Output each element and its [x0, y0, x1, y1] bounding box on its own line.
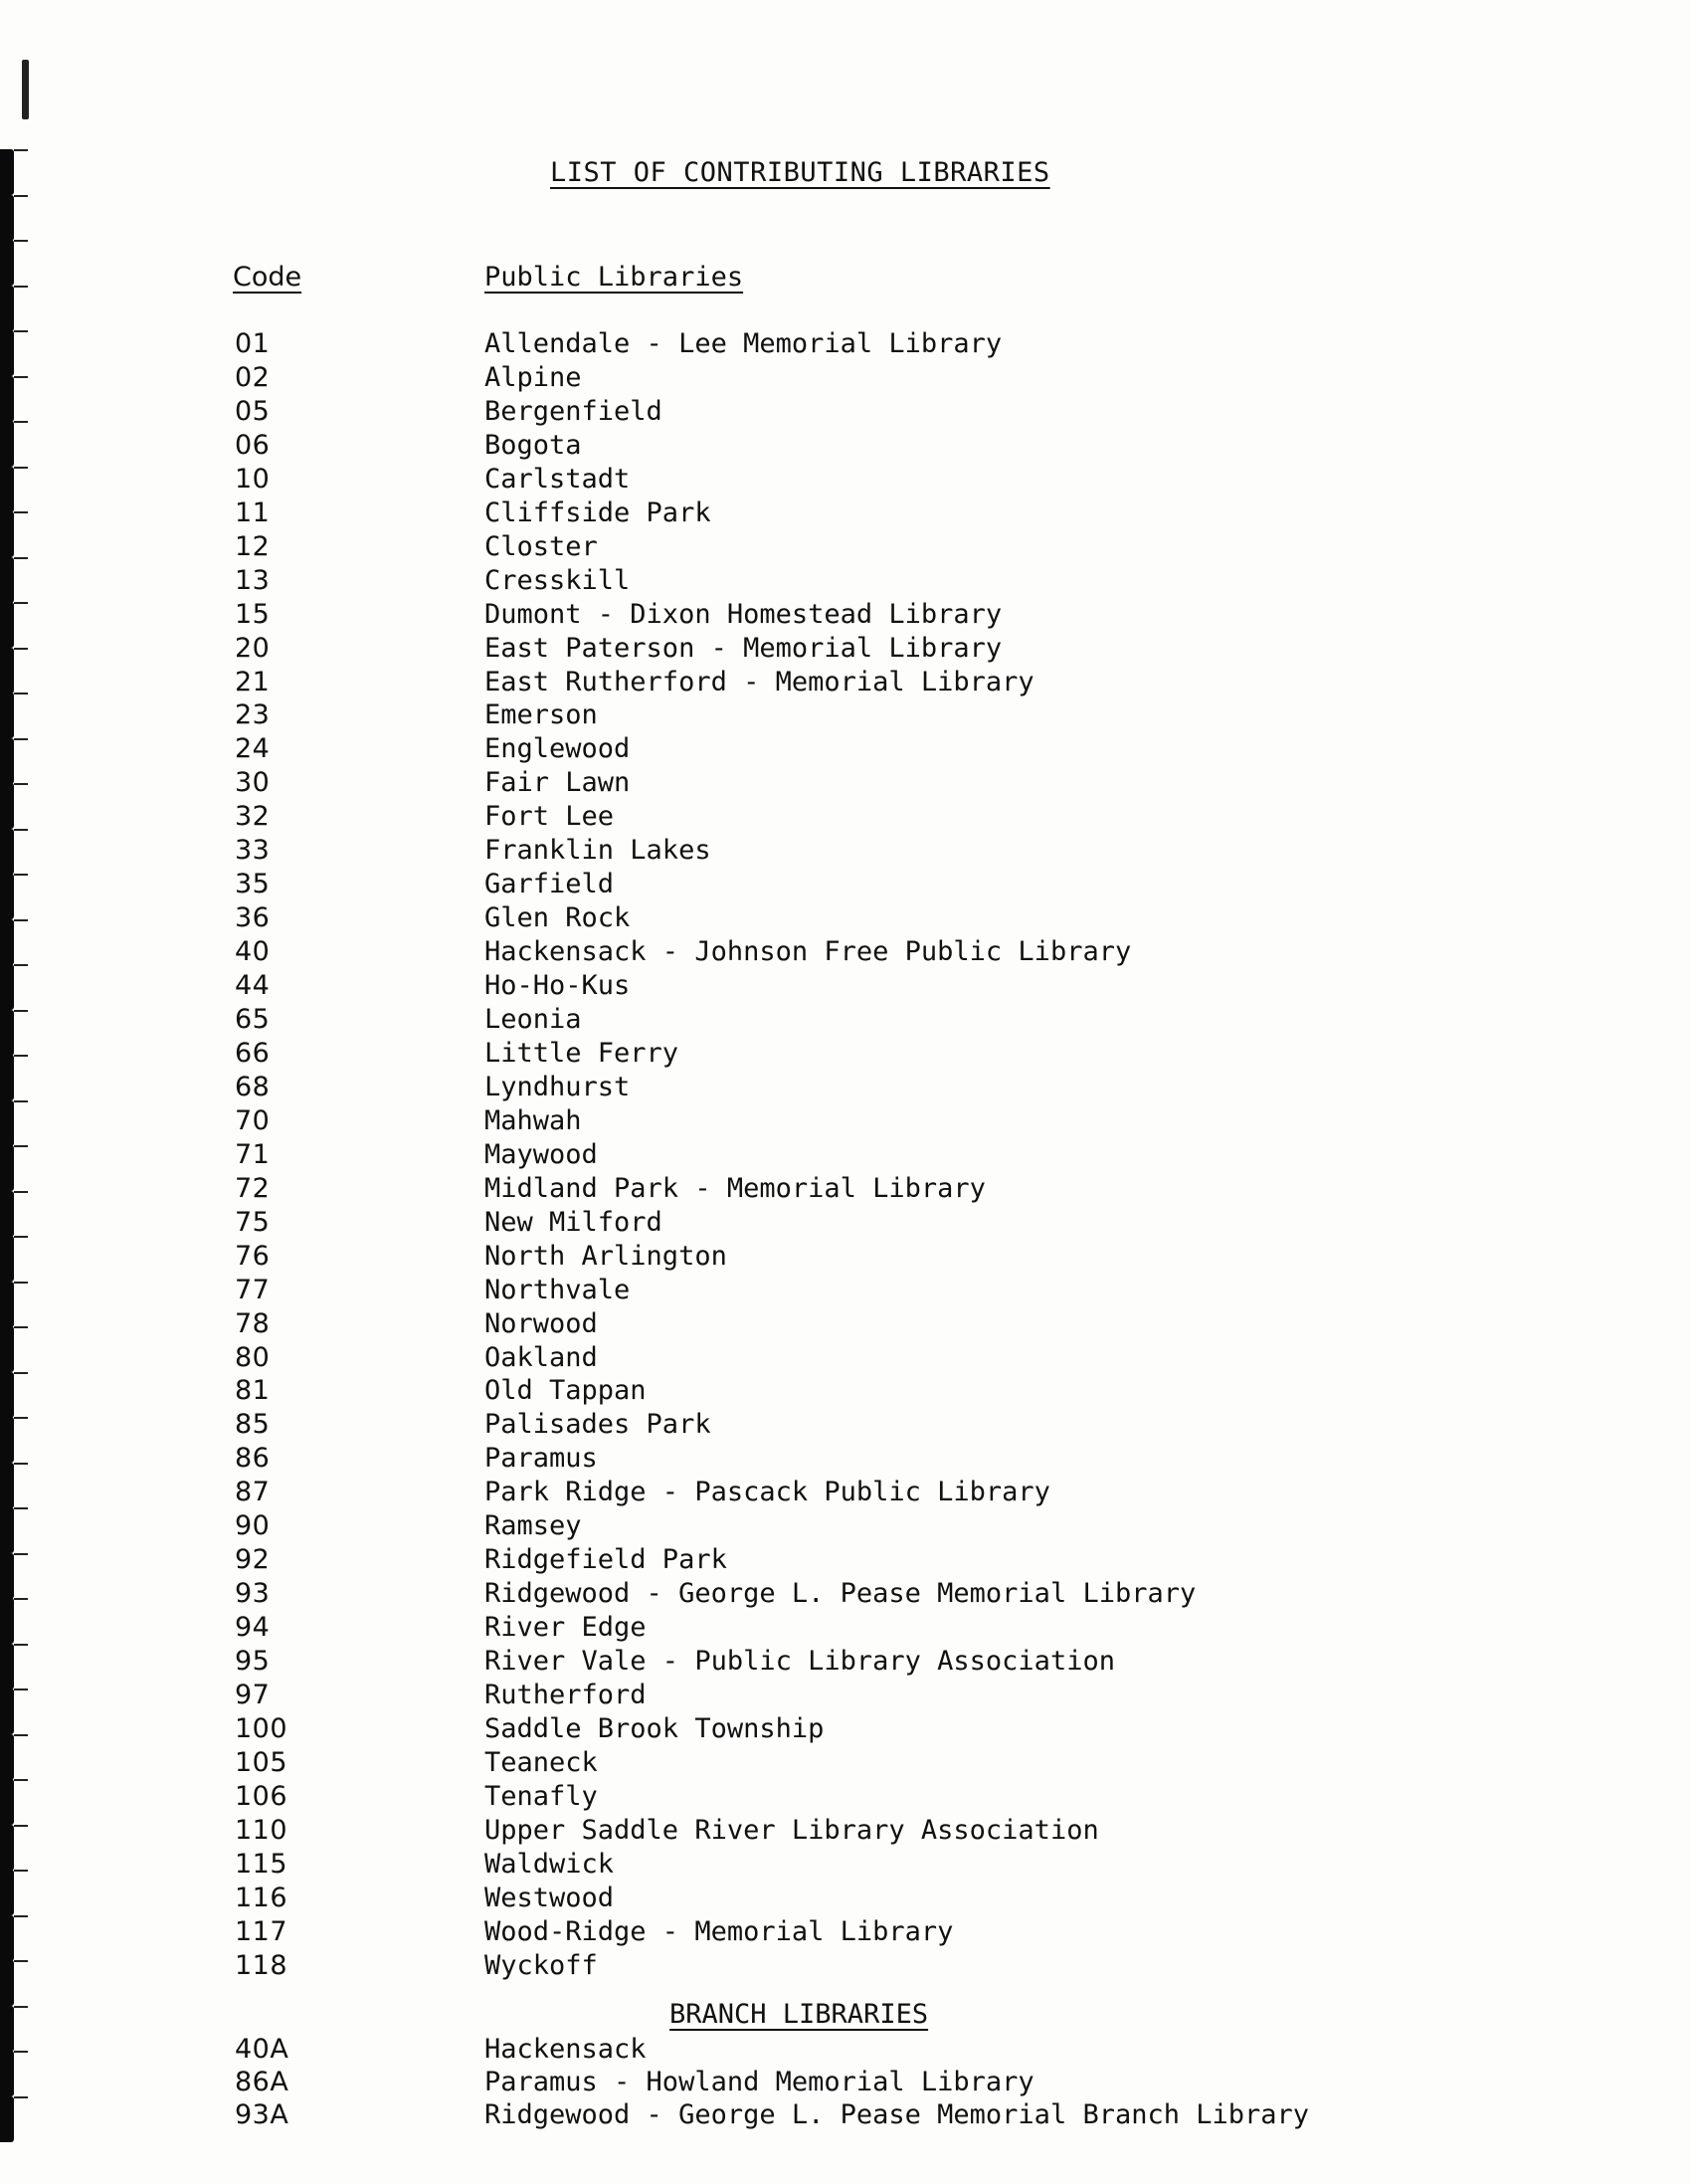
library-code: 33 — [235, 835, 271, 867]
library-code: 92 — [235, 1544, 271, 1576]
library-name: Northvale — [484, 1274, 631, 1305]
binding-hole — [0, 1417, 14, 1463]
library-name: Park Ridge - Pascack Public Library — [484, 1477, 1050, 1508]
library-code: 30 — [235, 767, 271, 799]
library-name: Ho-Ho-Kus — [484, 970, 631, 1002]
binding-hole — [0, 648, 14, 694]
library-code: 94 — [235, 1612, 271, 1644]
library-code: 110 — [235, 1814, 288, 1846]
library-code: 100 — [235, 1712, 288, 1744]
binding-hole — [0, 1191, 14, 1237]
binding-hole — [0, 1010, 14, 1056]
binding-hole — [0, 1100, 14, 1146]
library-name: Allendale - Lee Memorial Library — [484, 328, 1003, 359]
library-code: 13 — [235, 564, 271, 596]
library-name: Englewood — [484, 733, 631, 765]
binding-hole — [0, 1282, 14, 1327]
library-name: Fort Lee — [484, 801, 615, 833]
library-name: Oakland — [484, 1341, 598, 1373]
binding-hole — [0, 964, 14, 1010]
library-code: 65 — [235, 1004, 271, 1035]
library-code: 95 — [235, 1646, 271, 1678]
library-code: 76 — [235, 1240, 271, 1272]
binding-hole — [0, 1688, 14, 1734]
library-code: 93A — [235, 2099, 289, 2130]
library-code: 36 — [235, 902, 271, 934]
library-name: Cresskill — [484, 564, 631, 596]
binding-hole — [0, 1960, 14, 2006]
binding-hole — [0, 149, 14, 195]
binding-hole — [0, 1507, 14, 1553]
binding-hole — [0, 919, 14, 965]
library-code: 85 — [235, 1409, 271, 1441]
library-name: East Paterson - Memorial Library — [484, 632, 1003, 664]
binding-hole — [0, 602, 14, 648]
library-code: 116 — [235, 1882, 288, 1913]
library-code: 05 — [235, 395, 271, 427]
library-name: Ridgefield Park — [484, 1544, 727, 1576]
binding-hole — [0, 557, 14, 603]
binding-hole — [0, 467, 14, 512]
binding-hole — [0, 1870, 14, 1915]
library-code: 40A — [235, 2034, 289, 2065]
library-code: 12 — [235, 530, 271, 562]
library-code: 15 — [235, 598, 271, 630]
binding-hole — [0, 1734, 14, 1780]
public-libraries-header: Public Libraries — [484, 262, 744, 293]
library-name: Waldwick — [484, 1848, 615, 1880]
library-code: 68 — [235, 1071, 271, 1102]
binding-hole — [0, 1055, 14, 1100]
library-code: 75 — [235, 1206, 271, 1238]
library-code: 66 — [235, 1037, 271, 1069]
library-code: 35 — [235, 869, 271, 900]
library-code: 93 — [235, 1578, 271, 1610]
library-name: Franklin Lakes — [484, 835, 711, 867]
library-code: 20 — [235, 632, 271, 664]
library-code: 32 — [235, 801, 271, 833]
binding-hole — [0, 783, 14, 829]
library-name: Old Tappan — [484, 1375, 647, 1407]
library-code: 117 — [235, 1915, 288, 1947]
binding-hole — [0, 376, 14, 422]
binding-hole — [0, 511, 14, 557]
library-name: Little Ferry — [484, 1037, 679, 1069]
library-code: 72 — [235, 1172, 271, 1204]
library-name: Garfield — [484, 869, 615, 900]
library-code: 23 — [235, 699, 271, 731]
library-code: 97 — [235, 1680, 271, 1710]
library-name: Mahwah — [484, 1104, 582, 1136]
library-code: 01 — [235, 328, 271, 359]
library-name: Emerson — [484, 699, 598, 731]
library-name: Rutherford — [484, 1680, 647, 1710]
binding-hole — [0, 738, 14, 784]
library-name: North Arlington — [484, 1240, 727, 1272]
library-name: Closter — [484, 530, 598, 562]
library-code: 10 — [235, 463, 271, 495]
library-name: River Vale - Public Library Association — [484, 1646, 1115, 1678]
library-name: Wyckoff — [484, 1949, 598, 1981]
library-code: 78 — [235, 1307, 271, 1339]
library-name: Lyndhurst — [484, 1071, 631, 1102]
binding-hole — [0, 829, 14, 875]
library-name: Leonia — [484, 1004, 582, 1035]
library-name: Ramsey — [484, 1510, 582, 1542]
library-name: Palisades Park — [484, 1409, 711, 1441]
library-code: 21 — [235, 666, 271, 697]
library-name: Saddle Brook Township — [484, 1712, 825, 1744]
library-name: Ridgewood - George L. Pease Memorial Branch Library — [484, 2099, 1310, 2130]
library-code: 90 — [235, 1510, 271, 1542]
binding-hole — [0, 421, 14, 467]
library-name: Wood-Ridge - Memorial Library — [484, 1915, 954, 1947]
binding-hole — [0, 1326, 14, 1372]
library-code: 106 — [235, 1780, 288, 1812]
binding-hole — [0, 240, 14, 286]
binding-hole — [0, 195, 14, 241]
library-name: Dumont - Dixon Homestead Library — [484, 598, 1003, 630]
binding-hole — [0, 286, 14, 331]
library-code: 11 — [235, 496, 271, 528]
binding-hole — [0, 1553, 14, 1599]
library-name: Bogota — [484, 429, 582, 461]
library-name: Paramus — [484, 1443, 598, 1475]
code-column-header: Code — [233, 262, 302, 293]
document-title: LIST OF CONTRIBUTING LIBRARIES — [550, 157, 1050, 188]
binding-hole — [0, 1825, 14, 1871]
library-code: 71 — [235, 1138, 271, 1170]
library-code: 44 — [235, 970, 271, 1002]
binding-hole — [0, 1236, 14, 1282]
binding-hole — [0, 2051, 14, 2096]
library-name: Carlstadt — [484, 463, 631, 495]
library-code: 86A — [235, 2067, 289, 2097]
library-name: Upper Saddle River Library Association — [484, 1814, 1099, 1846]
library-name: Ridgewood - George L. Pease Memorial Library — [484, 1578, 1197, 1610]
library-code: 81 — [235, 1375, 271, 1407]
library-code: 24 — [235, 733, 271, 765]
library-name: New Milford — [484, 1206, 662, 1238]
library-name: Midland Park - Memorial Library — [484, 1172, 986, 1204]
binding-hole — [0, 1463, 14, 1508]
spiral-binding — [0, 149, 30, 2169]
library-name: Glen Rock — [484, 902, 631, 934]
branch-libraries-header: BRANCH LIBRARIES — [669, 1999, 929, 2030]
library-name: Alpine — [484, 361, 582, 393]
library-code: 02 — [235, 361, 271, 393]
library-name: Maywood — [484, 1138, 598, 1170]
library-code: 86 — [235, 1443, 271, 1475]
library-name: Bergenfield — [484, 395, 662, 427]
library-code: 115 — [235, 1848, 288, 1880]
binding-hole — [0, 693, 14, 738]
binding-hole — [0, 1372, 14, 1418]
binding-hole — [0, 874, 14, 919]
library-name: East Rutherford - Memorial Library — [484, 666, 1034, 697]
binding-hole — [0, 1644, 14, 1689]
library-name: Paramus - Howland Memorial Library — [484, 2067, 1034, 2097]
binding-clip — [22, 60, 29, 119]
library-code: 87 — [235, 1477, 271, 1508]
library-name: Cliffside Park — [484, 496, 711, 528]
binding-hole — [0, 1145, 14, 1191]
binding-hole — [0, 2006, 14, 2052]
library-name: Hackensack — [484, 2034, 647, 2065]
binding-hole — [0, 1779, 14, 1825]
binding-hole — [0, 2096, 14, 2142]
binding-hole — [0, 1915, 14, 1961]
library-code: 118 — [235, 1949, 288, 1981]
library-code: 70 — [235, 1104, 271, 1136]
library-code: 77 — [235, 1274, 271, 1305]
library-name: Norwood — [484, 1307, 598, 1339]
library-code: 80 — [235, 1341, 271, 1373]
binding-hole — [0, 330, 14, 376]
library-name: Fair Lawn — [484, 767, 631, 799]
library-name: Teaneck — [484, 1746, 598, 1778]
library-name: River Edge — [484, 1612, 647, 1644]
library-name: Westwood — [484, 1882, 615, 1913]
library-name: Tenafly — [484, 1780, 598, 1812]
library-name: Hackensack - Johnson Free Public Library — [484, 936, 1132, 968]
library-code: 105 — [235, 1746, 288, 1778]
binding-hole — [0, 1598, 14, 1644]
library-code: 06 — [235, 429, 271, 461]
library-code: 40 — [235, 936, 271, 968]
